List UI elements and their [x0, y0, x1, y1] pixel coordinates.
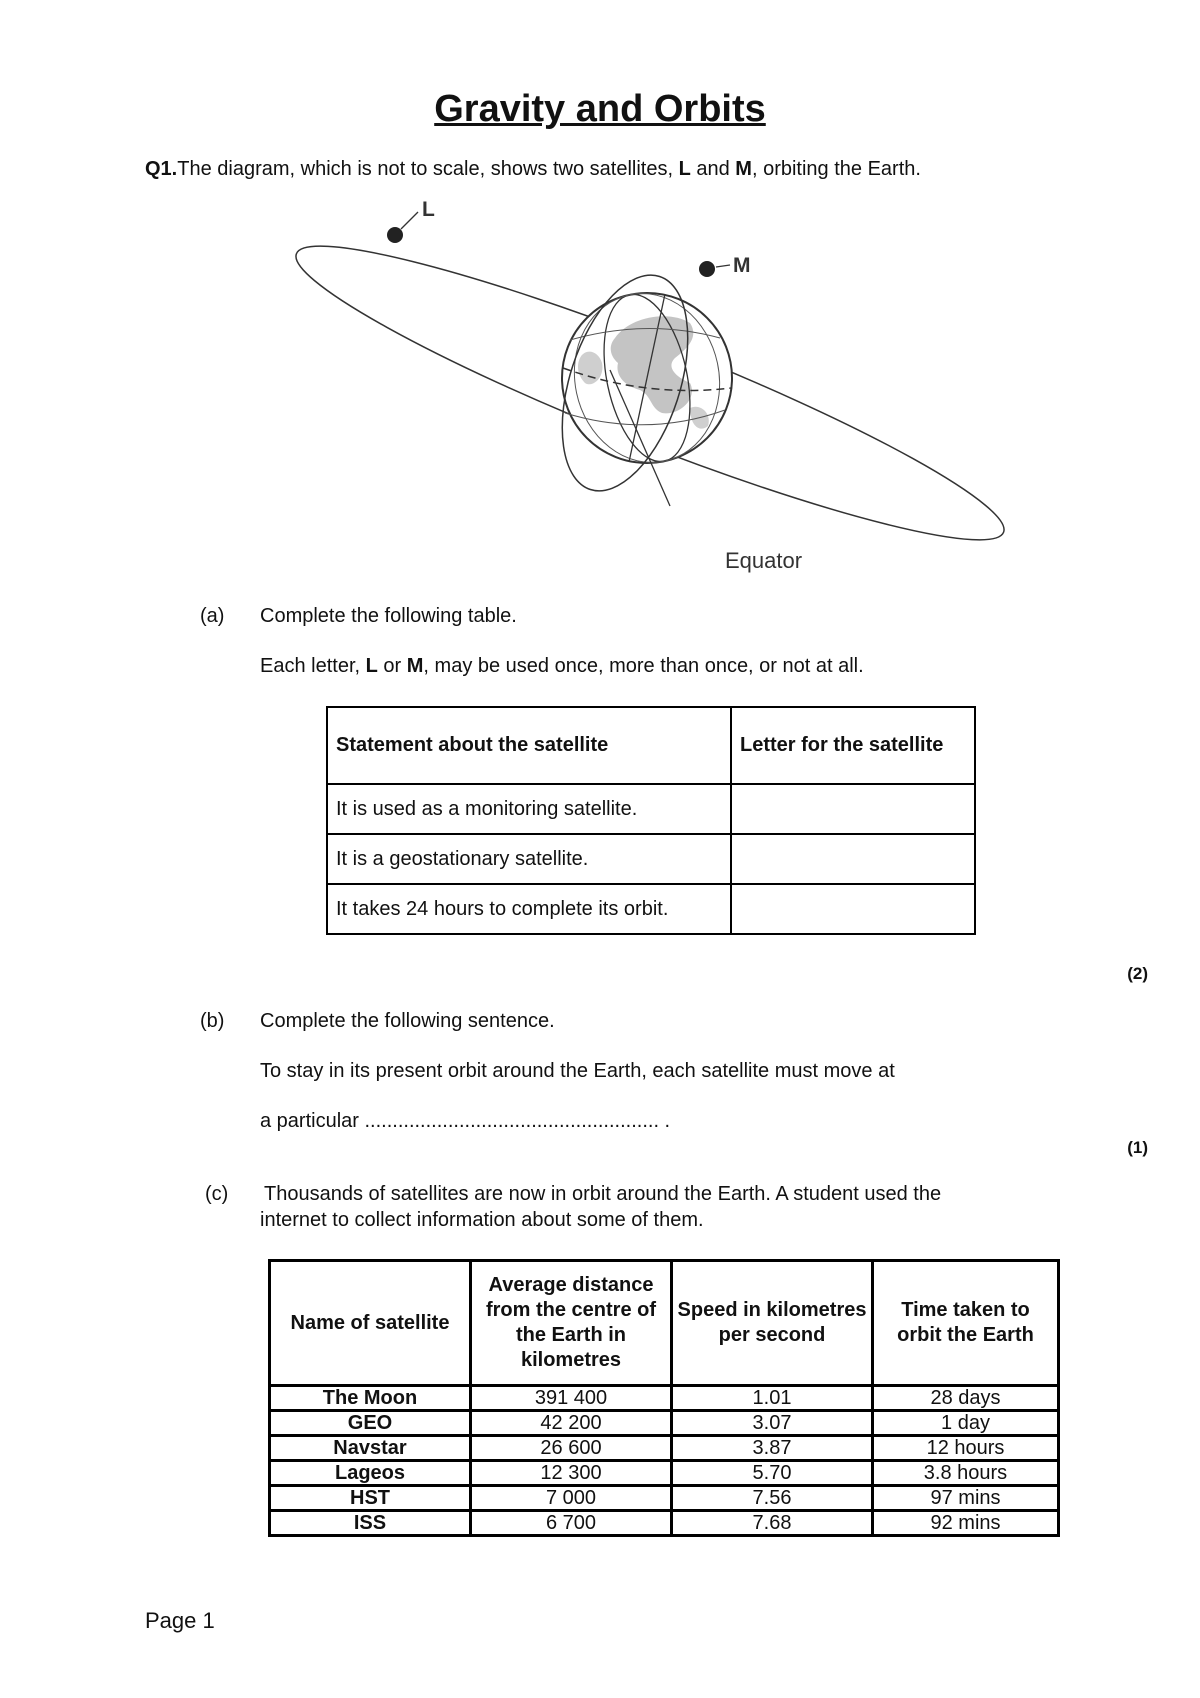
part-b-answer-line[interactable]: a particular ..................................................... .: [260, 1110, 671, 1132]
distance-cell: 391 400: [471, 1386, 672, 1411]
satellite-name-cell: Navstar: [270, 1436, 471, 1461]
satellite-name-cell: The Moon: [270, 1386, 471, 1411]
header-time: Time taken to orbit the Earth: [873, 1261, 1059, 1386]
time-cell: 92 mins: [873, 1511, 1059, 1536]
q1-intro-pre: The diagram, which is not to scale, shows two satellites,: [177, 158, 679, 180]
table-row: [327, 834, 975, 884]
part-a-label: (a): [200, 605, 225, 627]
q1-number: Q1.: [145, 158, 178, 180]
speed-cell: 7.68: [672, 1511, 873, 1536]
table-row: [270, 1436, 1059, 1461]
satellite-m: [699, 261, 715, 277]
letter-answer-cell[interactable]: [731, 784, 975, 834]
distance-cell: 7 000: [471, 1486, 672, 1511]
table-row: [270, 1411, 1059, 1436]
q1-letter-m: M: [735, 158, 752, 180]
part-a-instruction: Complete the following table.: [260, 605, 517, 627]
label-l: L: [422, 198, 435, 221]
part-a-marks: (2): [1127, 964, 1148, 983]
table-header-row: [327, 707, 975, 784]
time-cell: 12 hours: [873, 1436, 1059, 1461]
q1-intro-post: , orbiting the Earth.: [751, 158, 921, 180]
satellite-l: [387, 227, 403, 243]
part-b-line1: To stay in its present orbit around the Earth, each satellite must move at: [260, 1060, 895, 1082]
header-name: Name of satellite: [270, 1261, 471, 1386]
table-row: [270, 1486, 1059, 1511]
header-letter: Letter for the satellite: [731, 707, 975, 784]
q1-letter-l: L: [678, 158, 691, 180]
part-b-marks: (1): [1127, 1138, 1148, 1157]
part-a-note-l: L: [365, 655, 378, 677]
satellite-name-cell: GEO: [270, 1411, 471, 1436]
satellite-name-cell: Lageos: [270, 1461, 471, 1486]
satellite-name-cell: HST: [270, 1486, 471, 1511]
letter-answer-cell[interactable]: [731, 834, 975, 884]
table-row: [327, 784, 975, 834]
table-row: [270, 1511, 1059, 1536]
page-footer: Page 1: [145, 1608, 215, 1633]
part-a-note: [260, 655, 864, 678]
table-header-row: [270, 1261, 1059, 1386]
distance-cell: 26 600: [471, 1436, 672, 1461]
orbit-diagram: [280, 198, 1020, 588]
header-statement: Statement about the satellite: [327, 707, 731, 784]
label-equator: Equator: [725, 548, 803, 573]
q1-and: and: [690, 158, 736, 180]
part-c-text-line2: internet to collect information about some of them.: [260, 1209, 704, 1231]
speed-cell: 5.70: [672, 1461, 873, 1486]
satellite-data-table: [268, 1259, 1060, 1537]
part-c-label: (c): [205, 1183, 229, 1205]
part-a-note-pre: Each letter,: [260, 655, 366, 677]
statement-cell: It is used as a monitoring satellite.: [327, 784, 731, 834]
time-cell: 97 mins: [873, 1486, 1059, 1511]
table-row: [270, 1386, 1059, 1411]
speed-cell: 1.01: [672, 1386, 873, 1411]
part-c-text-line1: Thousands of satellites are now in orbit around the Earth. A student used the: [264, 1183, 942, 1205]
q1-intro: [145, 158, 921, 181]
part-a-note-m: M: [406, 655, 424, 677]
time-cell: 28 days: [873, 1386, 1059, 1411]
speed-cell: 3.07: [672, 1411, 873, 1436]
part-b-instruction: Complete the following sentence.: [260, 1010, 555, 1032]
time-cell: 3.8 hours: [873, 1461, 1059, 1486]
statement-cell: It takes 24 hours to complete its orbit.: [327, 884, 731, 934]
satellite-statement-table: [326, 706, 976, 935]
speed-cell: 7.56: [672, 1486, 873, 1511]
letter-answer-cell[interactable]: [731, 884, 975, 934]
speed-cell: 3.87: [672, 1436, 873, 1461]
table-row: [270, 1461, 1059, 1486]
table-row: [327, 884, 975, 934]
part-a-note-post: , may be used once, more than once, or not at all.: [423, 655, 864, 677]
label-m: M: [733, 254, 751, 277]
distance-cell: 12 300: [471, 1461, 672, 1486]
header-speed: Speed in kilometres per second: [672, 1261, 873, 1386]
distance-cell: 42 200: [471, 1411, 672, 1436]
page-title: Gravity and Orbits: [434, 88, 766, 130]
satellite-name-cell: ISS: [270, 1511, 471, 1536]
part-b-label: (b): [200, 1010, 225, 1032]
time-cell: 1 day: [873, 1411, 1059, 1436]
part-a-note-or: or: [377, 655, 407, 677]
header-distance: Average distance from the centre of the Earth in kilometres: [471, 1261, 672, 1386]
distance-cell: 6 700: [471, 1511, 672, 1536]
statement-cell: It is a geostationary satellite.: [327, 834, 731, 884]
earth-globe: [559, 280, 735, 476]
